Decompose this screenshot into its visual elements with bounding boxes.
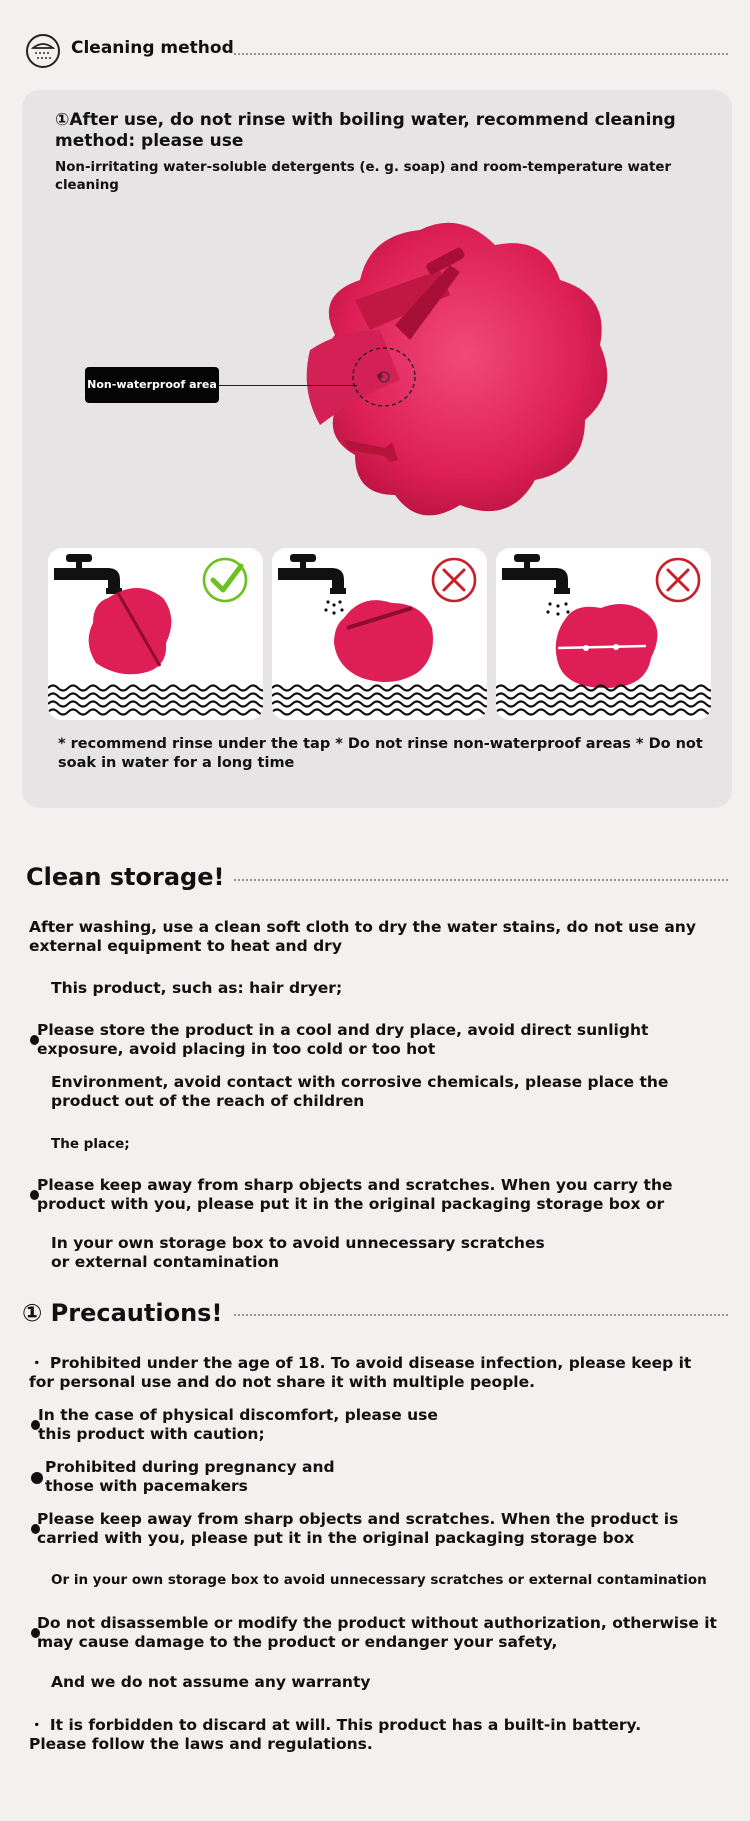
storage-paragraph-3: Please store the product in a cool and dry place, avoid direct sunlight exposure, avoid placing in too cold or too hot xyxy=(37,1021,649,1058)
rinse-note: * recommend rinse under the tap * Do not rinse non-waterproof areas * Do not soak in water for a long time xyxy=(58,736,703,771)
bullet-icon xyxy=(31,1472,43,1484)
rinse-card-no-soaking xyxy=(496,548,711,720)
tap-icon xyxy=(278,554,346,615)
rinse-card-recommended xyxy=(48,548,263,720)
precautions-paragraph-8: ・ It is forbidden to discard at will. This product has a built-in battery. Please follow the laws and regulations. xyxy=(29,1716,642,1753)
rinse-card-not-recommended-area xyxy=(272,548,487,720)
storage-paragraph-4: Environment, avoid contact with corrosive chemicals, please place the product out of the reach of children xyxy=(51,1073,669,1110)
precautions-paragraph-5: Or in your own storage box to avoid unnecessary scratches or external contamination xyxy=(51,1572,707,1588)
callout-line xyxy=(219,385,357,386)
non-waterproof-label: Non-waterproof area xyxy=(85,367,219,403)
storage-title: Clean storage! xyxy=(26,863,225,891)
cleaning-intro-title: ①After use, do not rinse with boiling water, recommend cleaning method: please use xyxy=(55,110,676,151)
cross-icon xyxy=(433,559,475,601)
water-waves-icon xyxy=(48,686,263,715)
tap-icon xyxy=(502,554,570,616)
precautions-title: ① Precautions! xyxy=(22,1299,223,1327)
precautions-paragraph-6: Do not disassemble or modify the product without authorization, otherwise it may cause damage to the product or endanger your safety, xyxy=(37,1614,717,1651)
storage-paragraph-1: After washing, use a clean soft cloth to dry the water stains, do not use any external equipment to heat and dry xyxy=(29,918,696,955)
product-illustration xyxy=(300,210,620,530)
storage-paragraph-5: The place; xyxy=(51,1136,130,1152)
storage-divider xyxy=(234,879,728,881)
water-waves-icon xyxy=(496,686,711,715)
precautions-paragraph-3: Prohibited during pregnancy and those with pacemakers xyxy=(45,1458,335,1495)
storage-paragraph-2: This product, such as: hair dryer; xyxy=(51,979,343,997)
precautions-paragraph-1: ・ Prohibited under the age of 18. To avoid disease infection, please keep it for personal use and do not share it with multiple people. xyxy=(29,1354,692,1391)
cleaning-intro-subtitle: Non-irritating water-soluble detergents (e. g. soap) and room-temperature water cleaning xyxy=(55,160,672,193)
precautions-paragraph-2: In the case of physical discomfort, please use this product with caution; xyxy=(38,1406,438,1443)
storage-paragraph-7: In your own storage box to avoid unnecessary scratches or external contamination xyxy=(51,1234,545,1271)
cross-icon xyxy=(657,559,699,601)
precautions-paragraph-7: And we do not assume any warranty xyxy=(51,1673,371,1691)
header-divider xyxy=(234,53,728,55)
water-waves-icon xyxy=(272,686,487,715)
check-icon xyxy=(204,559,246,601)
precautions-divider xyxy=(234,1314,728,1316)
storage-paragraph-6: Please keep away from sharp objects and scratches. When you carry the product with you, please put it in the original packaging storage box or xyxy=(37,1176,673,1213)
page-title: Cleaning method xyxy=(71,38,234,58)
precautions-paragraph-4: Please keep away from sharp objects and scratches. When the product is carried with you, please put it in the original packaging storage box xyxy=(37,1510,679,1547)
non-waterproof-area-marker xyxy=(350,345,420,410)
shower-icon xyxy=(26,34,60,68)
